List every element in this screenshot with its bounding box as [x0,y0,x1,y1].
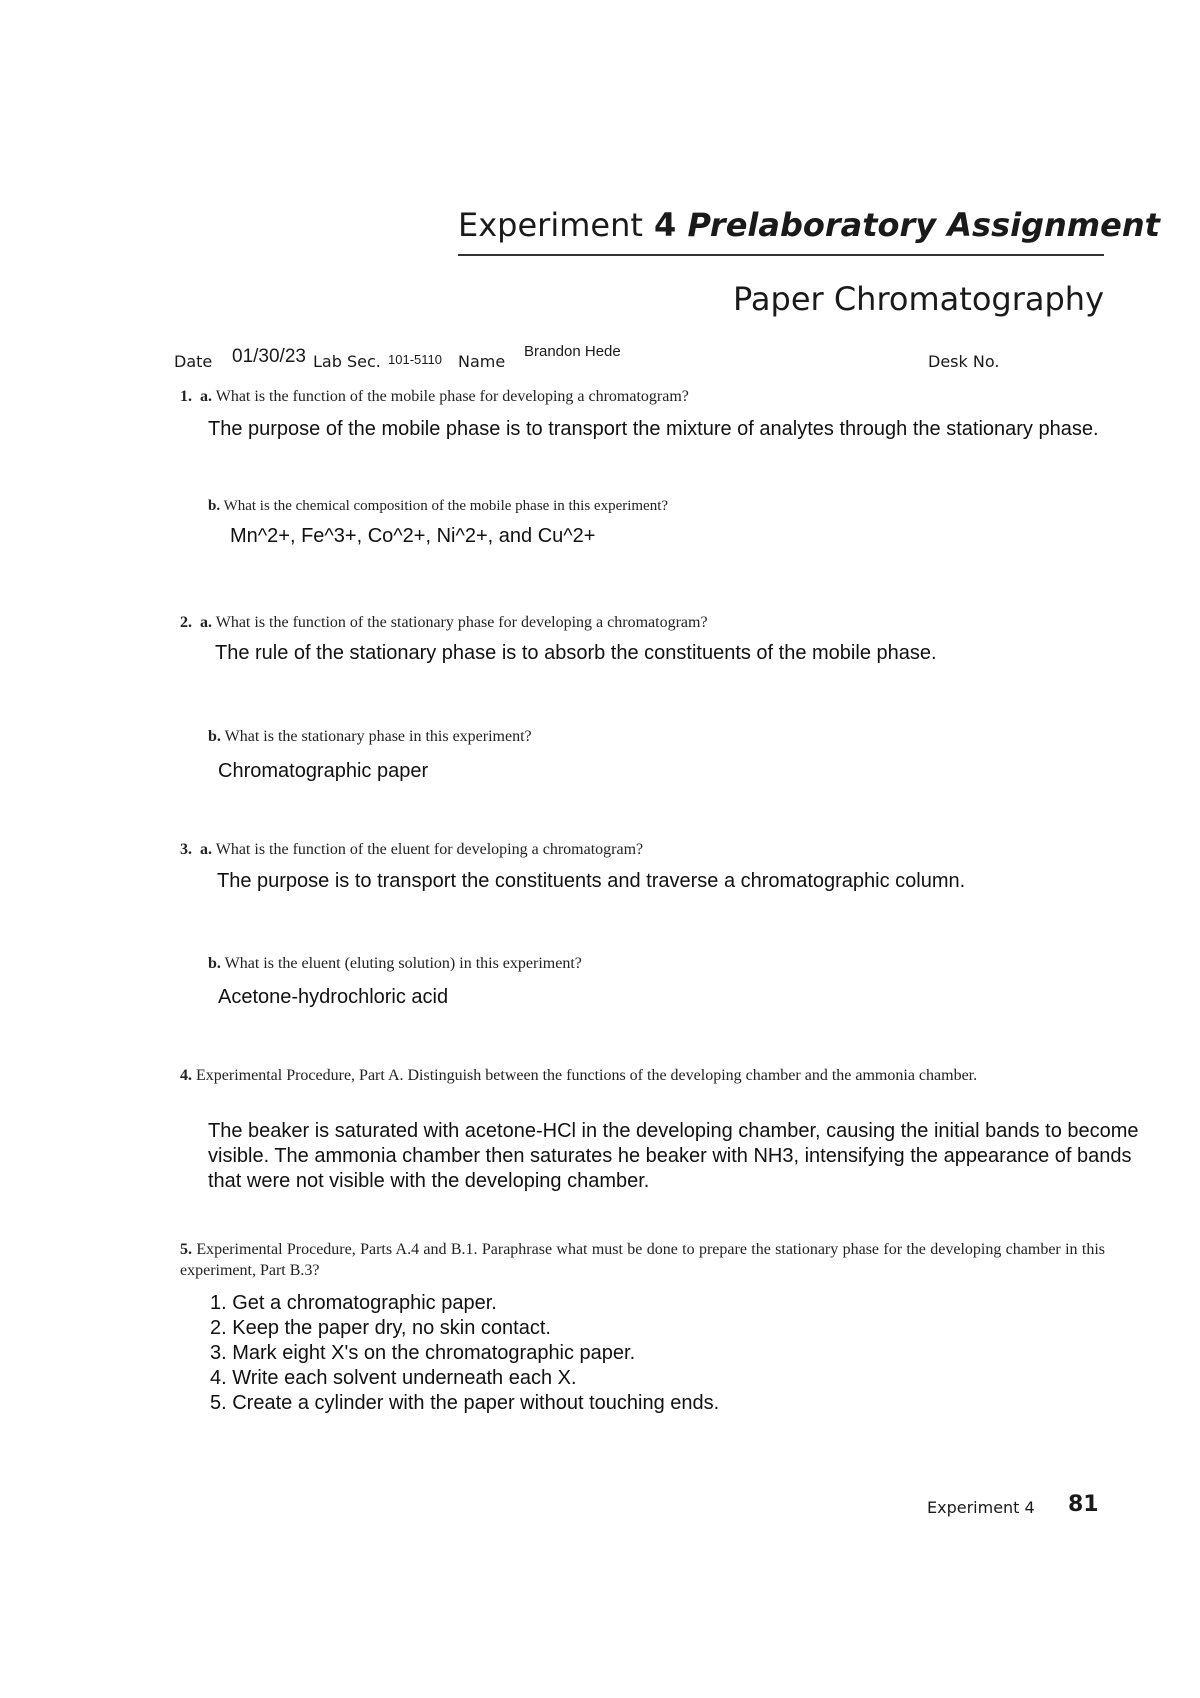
list-item: 1. Get a chromatographic paper. [210,1292,497,1314]
date-value: 01/30/23 [232,346,306,367]
desk-no-label: Desk No. [928,352,1000,371]
lab-sec-value: 101-5110 [388,352,442,367]
question-letter: a. [200,388,212,405]
answer-2a: The rule of the stationary phase is to absorb the constituents of the mobile phase. [215,642,937,664]
question-number: 3. [180,841,192,858]
lab-sec-label: Lab Sec. [313,352,381,371]
question-letter: a. [200,614,212,631]
experiment-word: Experiment [458,206,643,244]
question-text: What is the eluent (eluting solution) in this experiment? [224,955,582,972]
question-letter: b. [208,955,221,972]
question-1a [180,386,1080,407]
answer-1b: Mn^2+, Fe^3+, Co^2+, Ni^2+, and Cu^2+ [230,525,596,547]
date-label: Date [174,352,213,371]
experiment-number: 4 [654,206,677,244]
answer-5-steps [210,1291,1110,1416]
question-5 [180,1239,1105,1281]
answer-1a: The purpose of the mobile phase is to transport the mixture of analytes through the stationary phase. [208,418,1099,440]
question-letter: b. [208,498,221,514]
experiment-title [458,206,1160,244]
question-text: What is the function of the mobile phase for developing a chromatogram? [215,388,689,405]
question-text: Experimental Procedure, Part A. Distinguish between the functions of the developing chamber and the ammonia chamber. [196,1067,978,1084]
question-text: What is the function of the eluent for developing a chromatogram? [215,841,644,858]
question-number: 4. [180,1067,192,1084]
question-3b [208,953,1088,974]
question-text: What is the stationary phase in this experiment? [224,728,532,745]
question-2a [180,612,1080,633]
answer-3b: Acetone-hydrochloric acid [218,986,449,1008]
question-text: What is the function of the stationary phase for developing a chromatogram? [215,614,708,631]
answer-4: The beaker is saturated with acetone-HCl in the developing chamber, causing the initial bands to become visible. The ammonia chamber then saturates he beaker with NH3, intensifying the appearance of bands that were not visible with the developing chamber. [208,1120,1139,1192]
question-2b [208,726,1088,747]
question-text: Experimental Procedure, Parts A.4 and B.1. Paraphrase what must be done to prepare the stationary phase for the developing chamber in this experiment, Part B.3? [180,1241,1106,1279]
question-1b [208,496,1088,517]
list-item: 2. Keep the paper dry, no skin contact. [210,1317,551,1339]
name-value: Brandon Hede [524,343,621,360]
title-divider [458,254,1104,256]
question-text: What is the chemical composition of the mobile phase in this experiment? [223,498,669,514]
question-4 [180,1065,1105,1086]
answer-2b: Chromatographic paper [218,760,429,782]
assignment-title: Prelaboratory Assignment [687,206,1160,244]
list-item: 5. Create a cylinder with the paper without touching ends. [210,1392,720,1414]
question-3a [180,839,1080,860]
question-letter: a. [200,841,212,858]
page-number: 81 [1068,1492,1099,1517]
name-label: Name [458,352,506,371]
question-number: 2. [180,614,192,631]
list-item: 3. Mark eight X's on the chromatographic paper. [210,1342,636,1364]
answer-3a: The purpose is to transport the constituents and traverse a chromatographic column. [217,870,966,892]
page-subtitle: Paper Chromatography [733,280,1104,318]
question-letter: b. [208,728,221,745]
list-item: 4. Write each solvent underneath each X. [210,1367,577,1389]
footer-label: Experiment 4 [927,1498,1035,1517]
question-number: 1. [180,388,192,405]
question-number: 5. [180,1241,192,1258]
